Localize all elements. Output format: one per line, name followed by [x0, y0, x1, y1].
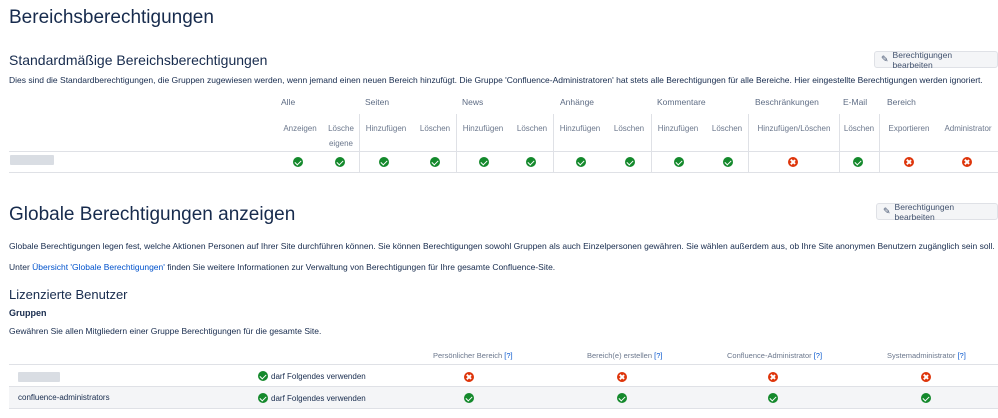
table-row-divider — [9, 364, 998, 365]
edit-global-permissions-button[interactable] — [876, 203, 998, 220]
table-row-divider — [9, 151, 998, 152]
table-row-divider — [9, 408, 998, 409]
group-header-pages: Seiten — [365, 97, 390, 107]
help-link[interactable]: [?] — [504, 351, 513, 360]
subheader-attachments-add: Hinzufügen — [559, 124, 601, 133]
column-divider — [879, 114, 880, 172]
check-circle-icon — [464, 393, 474, 403]
groups-title: Gruppen — [9, 308, 47, 318]
column-header-label: Persönlicher Bereich — [433, 351, 503, 360]
check-circle-icon — [479, 157, 489, 167]
column-divider — [359, 114, 360, 172]
pencil-icon: ✎ — [883, 206, 891, 216]
groups-description: Gewähren Sie allen Mitgliedern einer Gruppe Berechtigungen für die gesamte Site. — [9, 326, 322, 336]
column-divider — [839, 114, 840, 172]
group-header-email: E-Mail — [843, 97, 868, 107]
cross-circle-icon — [962, 157, 972, 167]
licensed-users-title: Lizenzierte Benutzer — [9, 287, 128, 302]
column-header-confluence-admin — [727, 351, 822, 360]
column-header-label: Systemadministrator — [887, 351, 956, 360]
link-prefix: Unter — [9, 262, 33, 272]
default-permissions-description: Dies sind die Standardberechtigungen, die Gruppen zugewiesen werden, wenn jemand einen neuen Bereich hinzufügt. Die Gruppe 'Confluence-Administratoren' hat stets alle Berechtigungen für alle Bereiche. Hier eingestellte Berechtigungen werden ignoriert. — [9, 75, 983, 85]
subheader-pages-delete: Löschen — [419, 124, 451, 133]
page-title: Bereichsberechtigungen — [9, 7, 214, 28]
table-row-highlight — [9, 387, 998, 408]
subheader-delete-own: Lösche eigene — [328, 124, 354, 148]
check-circle-icon — [576, 157, 586, 167]
can-use-label — [258, 371, 366, 381]
column-header-personal-space — [433, 351, 513, 360]
check-circle-icon — [526, 157, 536, 167]
redacted-group-name — [18, 372, 60, 382]
column-divider — [748, 114, 749, 172]
subheader-news-delete: Löschen — [516, 124, 548, 133]
check-circle-icon — [617, 393, 627, 403]
cross-circle-icon — [617, 372, 627, 382]
check-circle-icon — [674, 157, 684, 167]
check-circle-icon — [293, 157, 303, 167]
edit-button-label: Berechtigungen bearbeiten — [892, 49, 953, 70]
global-permissions-link-line — [9, 262, 555, 272]
global-permissions-overview-link[interactable]: Übersicht 'Globale Berechtigungen' — [32, 262, 165, 272]
column-header-system-admin — [887, 351, 966, 360]
column-divider — [553, 114, 554, 172]
group-name: confluence-administrators — [18, 393, 110, 402]
edit-button-label: Berechtigungen bearbeiten — [894, 201, 955, 222]
column-header-label: Bereich(e) erstellen — [587, 351, 653, 360]
global-permissions-description: Globale Berechtigungen legen fest, welche Aktionen Personen auf Ihrer Site durchführen können. Sie können Berechtigungen sowohl Gruppen als auch Einzelpersonen gewähren. Sie wählen außerdem aus, ob Ihre Site anonymen Benutzern zugänglich sein soll. — [9, 241, 995, 251]
subheader-pages-add: Hinzufügen — [365, 124, 407, 133]
column-divider — [651, 114, 652, 172]
group-header-restrictions: Beschränkungen — [755, 97, 819, 107]
subheader-administrator: Administrator — [944, 124, 992, 133]
subheader-email-delete: Löschen — [843, 124, 875, 133]
column-header-create-space — [587, 351, 662, 360]
cross-circle-icon — [768, 372, 778, 382]
pencil-icon: ✎ — [881, 54, 889, 64]
group-header-space: Bereich — [887, 97, 916, 107]
group-header-attachments: Anhänge — [560, 97, 595, 107]
group-header-news: News — [462, 97, 484, 107]
subheader-news-add: Hinzufügen — [462, 124, 504, 133]
cross-circle-icon — [904, 157, 914, 167]
default-permissions-title: Standardmäßige Bereichsberechtigungen — [9, 52, 268, 68]
cross-circle-icon — [464, 372, 474, 382]
global-permissions-title: Globale Berechtigungen anzeigen — [9, 204, 296, 225]
help-link[interactable]: [?] — [957, 351, 966, 360]
cross-circle-icon — [788, 157, 798, 167]
check-circle-icon — [768, 393, 778, 403]
check-circle-icon — [379, 157, 389, 167]
check-circle-icon — [723, 157, 733, 167]
column-header-label: Confluence-Administrator — [727, 351, 812, 360]
subheader-attachments-delete: Löschen — [613, 124, 645, 133]
check-circle-icon — [258, 393, 268, 403]
cross-circle-icon — [921, 372, 931, 382]
subheader-restrictions-add-delete: Hinzufügen/Löschen — [757, 124, 831, 133]
help-link[interactable]: [?] — [813, 351, 823, 360]
check-circle-icon — [258, 371, 268, 381]
can-use-text: darf Folgendes verwenden — [271, 371, 366, 381]
check-circle-icon — [430, 157, 440, 167]
redacted-group-name — [10, 155, 54, 165]
check-circle-icon — [853, 157, 863, 167]
table-row-divider — [9, 172, 998, 173]
link-suffix: finden Sie weitere Informationen zur Verwaltung von Berechtigungen für Ihre gesamte Confluence-Site. — [164, 262, 556, 272]
subheader-comments-add: Hinzufügen — [657, 124, 699, 133]
check-circle-icon — [335, 157, 345, 167]
subheader-view: Anzeigen — [283, 124, 317, 133]
group-header-comments: Kommentare — [657, 97, 706, 107]
column-divider — [456, 114, 457, 172]
subheader-comments-delete: Löschen — [711, 124, 743, 133]
can-use-label — [258, 393, 366, 403]
table-row-divider — [9, 386, 998, 387]
edit-default-permissions-button[interactable] — [874, 51, 998, 68]
can-use-text: darf Folgendes verwenden — [271, 393, 366, 403]
check-circle-icon — [921, 393, 931, 403]
group-header-all: Alle — [281, 97, 296, 107]
subheader-export: Exportieren — [888, 124, 930, 133]
help-link[interactable]: [?] — [654, 351, 663, 360]
check-circle-icon — [625, 157, 635, 167]
